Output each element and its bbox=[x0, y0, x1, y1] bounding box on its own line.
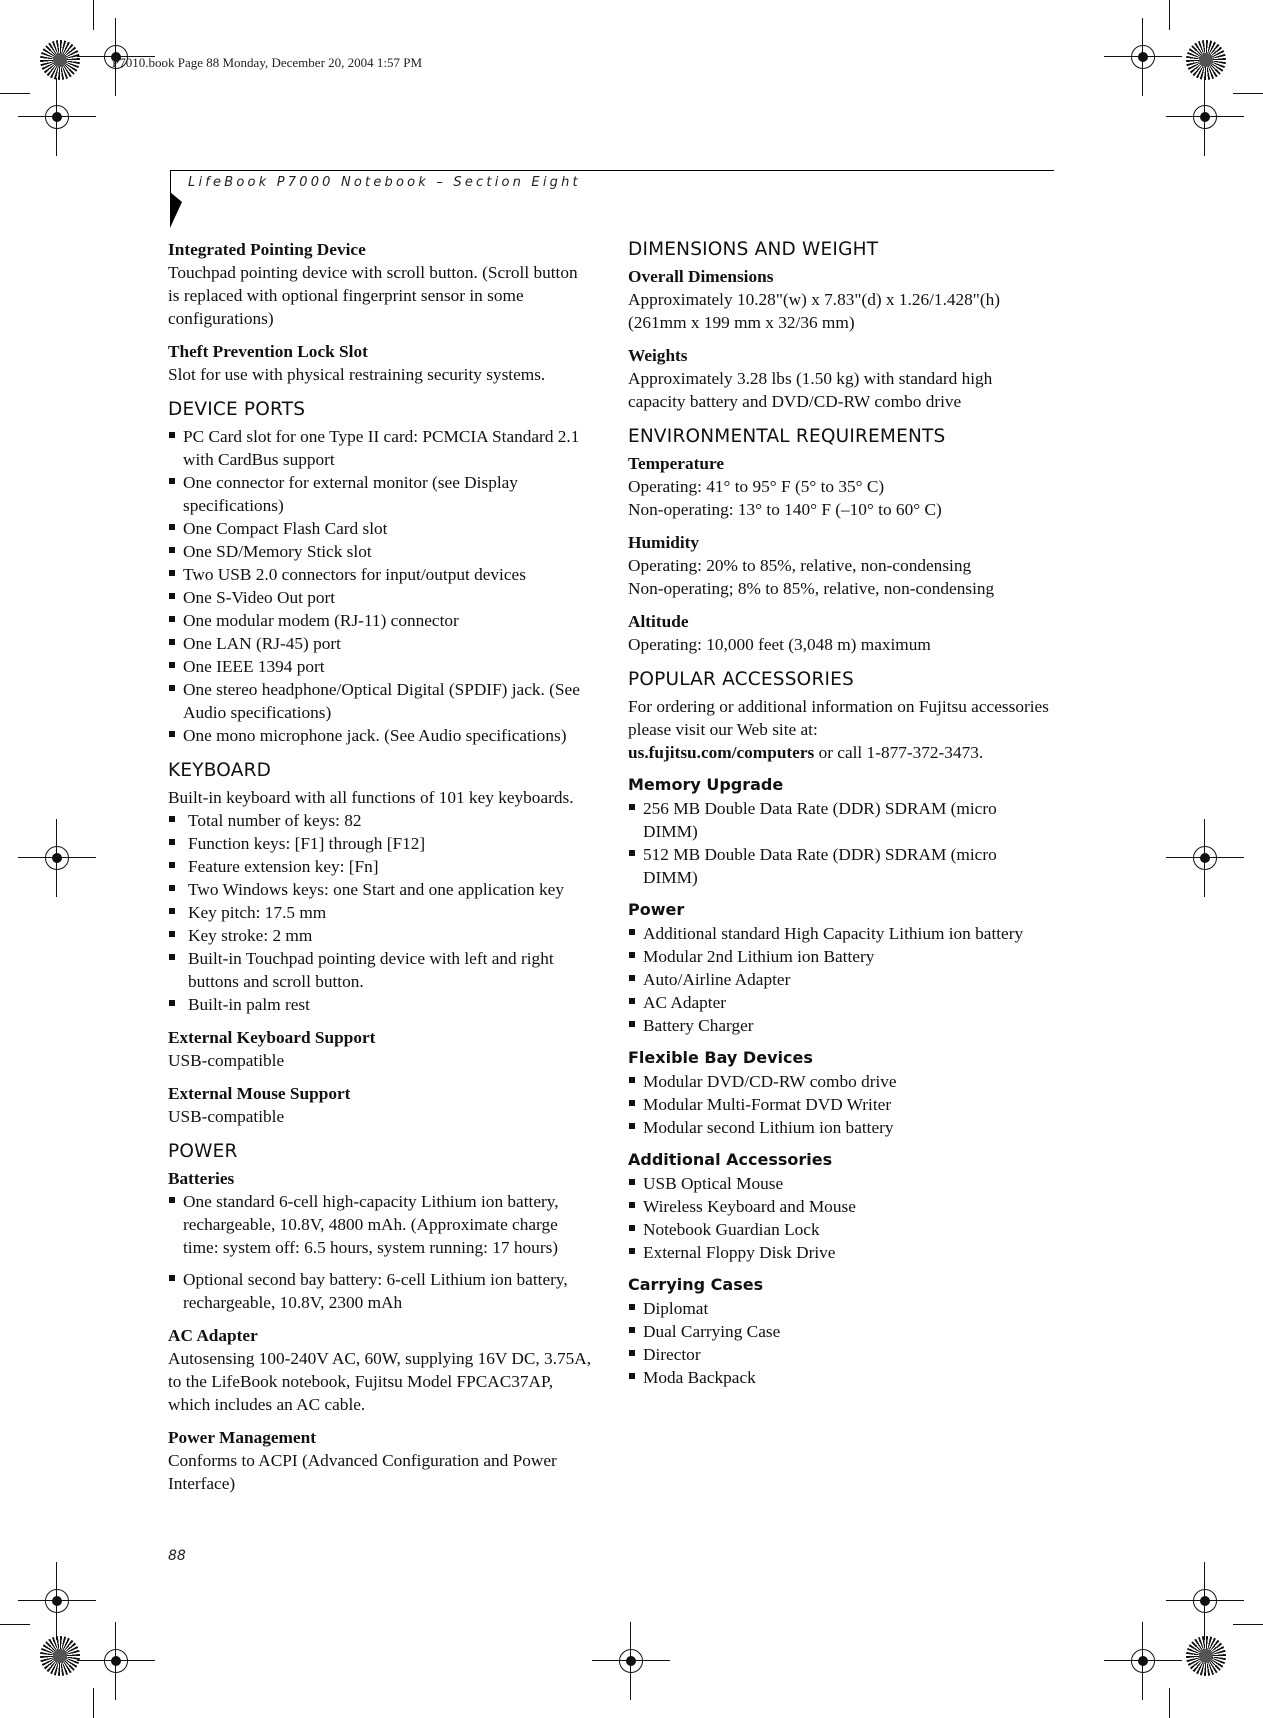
list-item: Notebook Guardian Lock bbox=[628, 1218, 1053, 1241]
humidity-non-operating: Non-operating; 8% to 85%, relative, non-condensing bbox=[628, 579, 995, 598]
trim-line bbox=[0, 93, 30, 94]
star-target-mark-top-left bbox=[40, 40, 80, 80]
temperature-heading: Temperature bbox=[628, 454, 724, 473]
list-item: Feature extension key: [Fn] bbox=[168, 855, 593, 878]
trim-line bbox=[1169, 1688, 1170, 1718]
theft-lock-text: Slot for use with physical restraining security systems. bbox=[168, 365, 546, 384]
theft-lock-heading: Theft Prevention Lock Slot bbox=[168, 342, 368, 361]
flexible-bay-list bbox=[628, 1070, 1053, 1139]
ac-adapter-text: Autosensing 100-240V AC, 60W, supplying 16V DC, 3.75A, to the LifeBook notebook, Fujitsu Model FPCAC37AP, which includes an AC cable. bbox=[168, 1349, 592, 1414]
keyboard-list bbox=[168, 809, 593, 1016]
list-item: One connector for external monitor (see Display specifications) bbox=[168, 471, 593, 517]
registration-mark-icon bbox=[36, 1580, 78, 1622]
list-item: One Compact Flash Card slot bbox=[168, 517, 593, 540]
print-slug: P7010.book Page 88 Monday, December 20, 2004 1:57 PM bbox=[112, 55, 423, 70]
weights-heading: Weights bbox=[628, 346, 688, 365]
registration-mark-icon bbox=[36, 96, 78, 138]
list-item: Additional standard High Capacity Lithium ion battery bbox=[628, 922, 1053, 945]
list-item: 256 MB Double Data Rate (DDR) SDRAM (micro DIMM) bbox=[628, 797, 1053, 843]
temperature-operating: Operating: 41° to 95° F (5° to 35° C) bbox=[628, 477, 885, 496]
list-item: Total number of keys: 82 bbox=[168, 809, 593, 832]
altitude-heading: Altitude bbox=[628, 612, 689, 631]
list-item: Wireless Keyboard and Mouse bbox=[628, 1195, 1053, 1218]
accessories-website-link[interactable]: us.fujitsu.com/computers bbox=[628, 743, 815, 762]
additional-accessories-heading: Additional Accessories bbox=[628, 1150, 833, 1169]
list-item: One standard 6-cell high-capacity Lithium ion battery, rechargeable, 10.8V, 4800 mAh. (Approximate charge time: system off: 6.5 hours, system running: 17 hours) bbox=[168, 1190, 593, 1259]
registration-mark-icon bbox=[36, 837, 78, 879]
accessories-intro bbox=[628, 695, 1053, 764]
header-rule bbox=[170, 170, 1054, 171]
batteries-list bbox=[168, 1190, 593, 1314]
header-tab-marker bbox=[170, 192, 182, 228]
device-ports-list bbox=[168, 425, 593, 747]
list-item: Auto/Airline Adapter bbox=[628, 968, 1053, 991]
list-item: Battery Charger bbox=[628, 1014, 1053, 1037]
list-item: AC Adapter bbox=[628, 991, 1053, 1014]
device-ports-heading: DEVICE PORTS bbox=[168, 399, 306, 420]
trim-line bbox=[0, 1624, 30, 1625]
page-number: 88 bbox=[168, 1548, 186, 1564]
list-item: Two USB 2.0 connectors for input/output devices bbox=[168, 563, 593, 586]
accessories-intro-text: For ordering or additional information on Fujitsu accessories please visit our Web site at: bbox=[628, 697, 1049, 739]
list-item: Key stroke: 2 mm bbox=[168, 924, 593, 947]
list-item: 512 MB Double Data Rate (DDR) SDRAM (micro DIMM) bbox=[628, 843, 1053, 889]
trim-line bbox=[93, 0, 94, 30]
list-item: Dual Carrying Case bbox=[628, 1320, 1053, 1343]
environmental-heading: ENVIRONMENTAL REQUIREMENTS bbox=[628, 426, 946, 447]
external-mouse-heading: External Mouse Support bbox=[168, 1084, 351, 1103]
registration-mark-icon bbox=[1122, 36, 1164, 78]
list-item: One stereo headphone/Optical Digital (SPDIF) jack. (See Audio specifications) bbox=[168, 678, 593, 724]
registration-mark-icon bbox=[610, 1640, 652, 1682]
list-item: One mono microphone jack. (See Audio specifications) bbox=[168, 724, 593, 747]
pointing-device-text: Touchpad pointing device with scroll button. (Scroll button is replaced with optional fingerprint sensor in some configurations) bbox=[168, 263, 578, 328]
keyboard-heading: KEYBOARD bbox=[168, 760, 272, 781]
registration-mark-icon bbox=[1184, 837, 1226, 879]
pointing-device-heading: Integrated Pointing Device bbox=[168, 240, 366, 259]
external-keyboard-text: USB-compatible bbox=[168, 1051, 285, 1070]
ac-adapter-heading: AC Adapter bbox=[168, 1326, 258, 1345]
batteries-heading: Batteries bbox=[168, 1169, 235, 1188]
external-mouse-text: USB-compatible bbox=[168, 1107, 285, 1126]
overall-dimensions-line: Approximately 10.28"(w) x 7.83"(d) x 1.26/1.428"(h) bbox=[628, 290, 1001, 309]
list-item: Diplomat bbox=[628, 1297, 1053, 1320]
list-item: One IEEE 1394 port bbox=[168, 655, 593, 678]
weights-text: Approximately 3.28 lbs (1.50 kg) with standard high capacity battery and DVD/CD-RW combo drive bbox=[628, 369, 993, 411]
flexible-bay-heading: Flexible Bay Devices bbox=[628, 1048, 813, 1067]
list-item: One modular modem (RJ-11) connector bbox=[168, 609, 593, 632]
trim-line bbox=[1233, 1624, 1263, 1625]
list-item: External Floppy Disk Drive bbox=[628, 1241, 1053, 1264]
humidity-operating: Operating: 20% to 85%, relative, non-condensing bbox=[628, 556, 972, 575]
accessories-heading: POPULAR ACCESSORIES bbox=[628, 669, 854, 690]
list-item: Modular 2nd Lithium ion Battery bbox=[628, 945, 1053, 968]
list-item: Built-in Touchpad pointing device with left and right buttons and scroll button. bbox=[168, 947, 593, 993]
power-heading: POWER bbox=[168, 1141, 238, 1162]
list-item: Optional second bay battery: 6-cell Lithium ion battery, rechargeable, 10.8V, 2300 mAh bbox=[168, 1268, 593, 1314]
list-item: Built-in palm rest bbox=[168, 993, 593, 1016]
altitude-text: Operating: 10,000 feet (3,048 m) maximum bbox=[628, 635, 931, 654]
external-keyboard-heading: External Keyboard Support bbox=[168, 1028, 376, 1047]
overall-dimensions-heading: Overall Dimensions bbox=[628, 267, 774, 286]
additional-accessories-list bbox=[628, 1172, 1053, 1264]
list-item: Modular Multi-Format DVD Writer bbox=[628, 1093, 1053, 1116]
list-item: Director bbox=[628, 1343, 1053, 1366]
star-target-mark-top-right bbox=[1186, 40, 1226, 80]
temperature-non-operating: Non-operating: 13° to 140° F (–10° to 60° C) bbox=[628, 500, 942, 519]
list-item: Moda Backpack bbox=[628, 1366, 1053, 1389]
power-management-heading: Power Management bbox=[168, 1428, 316, 1447]
list-item: Two Windows keys: one Start and one application key bbox=[168, 878, 593, 901]
dimensions-heading: DIMENSIONS AND WEIGHT bbox=[628, 239, 879, 260]
list-item: One SD/Memory Stick slot bbox=[168, 540, 593, 563]
power-accessories-heading: Power bbox=[628, 900, 685, 919]
running-header-title: LifeBook P7000 Notebook – Section Eight bbox=[188, 175, 581, 190]
registration-mark-icon bbox=[95, 1640, 137, 1682]
list-item: USB Optical Mouse bbox=[628, 1172, 1053, 1195]
left-column bbox=[168, 238, 593, 1495]
registration-mark-icon bbox=[1122, 1640, 1164, 1682]
carrying-cases-list bbox=[628, 1297, 1053, 1389]
trim-line bbox=[93, 1688, 94, 1718]
humidity-heading: Humidity bbox=[628, 533, 700, 552]
list-item: Function keys: [F1] through [F12] bbox=[168, 832, 593, 855]
power-accessories-list bbox=[628, 922, 1053, 1037]
list-item: PC Card slot for one Type II card: PCMCIA Standard 2.1 with CardBus support bbox=[168, 425, 593, 471]
overall-dimensions-metric: (261mm x 199 mm x 32/36 mm) bbox=[628, 313, 855, 332]
list-item: One S-Video Out port bbox=[168, 586, 593, 609]
accessories-phone-text: or call 1-877-372-3473. bbox=[814, 743, 984, 762]
trim-line bbox=[1233, 93, 1263, 94]
registration-mark-icon bbox=[1184, 1580, 1226, 1622]
keyboard-intro: Built-in keyboard with all functions of 101 key keyboards. bbox=[168, 788, 574, 807]
list-item: Key pitch: 17.5 mm bbox=[168, 901, 593, 924]
memory-upgrade-heading: Memory Upgrade bbox=[628, 775, 784, 794]
star-target-mark-bottom-left bbox=[40, 1636, 80, 1676]
list-item: One LAN (RJ-45) port bbox=[168, 632, 593, 655]
carrying-cases-heading: Carrying Cases bbox=[628, 1275, 764, 1294]
right-column bbox=[628, 238, 1053, 1389]
memory-list bbox=[628, 797, 1053, 889]
trim-line bbox=[1169, 0, 1170, 30]
registration-mark-icon bbox=[1184, 96, 1226, 138]
power-management-text: Conforms to ACPI (Advanced Configuration and Power Interface) bbox=[168, 1451, 557, 1493]
list-item: Modular second Lithium ion battery bbox=[628, 1116, 1053, 1139]
list-item: Modular DVD/CD-RW combo drive bbox=[628, 1070, 1053, 1093]
star-target-mark-bottom-right bbox=[1186, 1636, 1226, 1676]
